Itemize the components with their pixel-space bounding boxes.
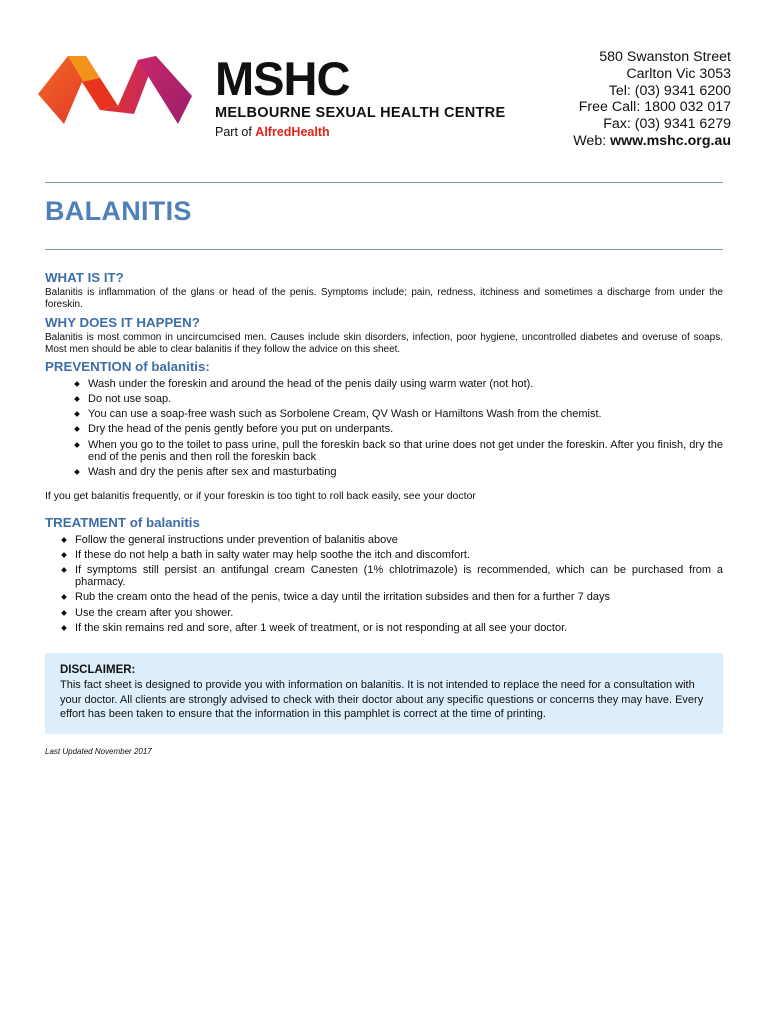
contact-tel: Tel: (03) 9341 6200	[608, 82, 731, 99]
alfred-health-name: AlfredHealth	[255, 125, 330, 139]
prevention-list	[45, 378, 723, 478]
list-item: Wash and dry the penis after sex and masturbating	[45, 466, 723, 479]
prevention-heading: PREVENTION of balanitis:	[45, 359, 210, 375]
brand-subtitle: MELBOURNE SEXUAL HEALTH CENTRE	[215, 105, 506, 121]
treatment-list	[45, 534, 723, 634]
list-item: Use the cream after you shower.	[45, 607, 723, 620]
list-item: Follow the general instructions under prevention of balanitis above	[45, 534, 723, 547]
brand-name: MSHC	[215, 52, 350, 105]
list-item: Rub the cream onto the head of the penis, twice a day until the irritation subsides and then for a further 7 days	[45, 591, 723, 604]
mshc-logo-icon	[38, 52, 194, 128]
list-item: Do not use soap.	[45, 393, 723, 406]
brand-block	[215, 52, 506, 139]
why-heading: WHY DOES IT HAPPEN?	[45, 314, 200, 330]
list-item: When you go to the toilet to pass urine, pull the foreskin back so that urine does not get under the foreskin. After you finish, dry the end of the penis and then roll the foreskin back	[45, 439, 723, 464]
why-text: Balanitis is most common in uncircumcised men. Causes include skin disorders, infection, poor hygiene, uncontrolled diabetes and overuse of soaps. Most men should be able to clear balanitis if they follow the advice on this sheet.	[45, 331, 723, 355]
title-divider	[45, 249, 723, 250]
contact-web: Web: www.mshc.org.au	[573, 132, 731, 149]
list-item: Dry the head of the penis gently before you put on underpants.	[45, 423, 723, 436]
list-item: Wash under the foreskin and around the head of the penis daily using warm water (not hot).	[45, 378, 723, 391]
list-item: If these do not help a bath in salty water may help soothe the itch and discomfort.	[45, 549, 723, 562]
contact-fax: Fax: (03) 9341 6279	[603, 116, 731, 133]
last-updated: Last Updated November 2017	[45, 747, 152, 756]
disclaimer-heading: DISCLAIMER:	[60, 664, 136, 676]
contact-details	[573, 49, 731, 150]
contact-suburb: Carlton Vic 3053	[626, 65, 731, 82]
disclaimer-text: This fact sheet is designed to provide you with information on balanitis. It is not intended to replace the need for a consultation with your doctor. All clients are strongly advised to check with their doctor about any specific questions or concerns they may have. Every effort has been taken to ensure that the information in this pamphlet is correct at the time of printing.	[60, 679, 704, 720]
contact-freecall: Free Call: 1800 032 017	[578, 99, 731, 116]
web-link[interactable]: www.mshc.org.au	[610, 132, 731, 149]
contact-address: 580 Swanston Street	[599, 49, 731, 65]
page-header	[0, 0, 768, 175]
top-divider	[45, 182, 723, 183]
list-item: If the skin remains red and sore, after 1 week of treatment, or is not responding at all see your doctor.	[45, 622, 723, 635]
disclaimer-box	[45, 653, 723, 734]
what-heading: WHAT IS IT?	[45, 270, 124, 285]
brand-part-of: Part of AlfredHealth	[215, 125, 330, 139]
treatment-heading: TREATMENT of balanitis	[45, 514, 200, 530]
list-item: You can use a soap-free wash such as Sorbolene Cream, QV Wash or Hamiltons Wash from the chemist.	[45, 408, 723, 421]
prevention-note: If you get balanitis frequently, or if your foreskin is too tight to roll back easily, see your doctor	[45, 489, 476, 502]
main-content	[45, 270, 723, 637]
page-title: BALANITIS	[45, 196, 192, 226]
what-text: Balanitis is inflammation of the glans or head of the penis. Symptoms include; pain, redness, itchiness and sometimes a discharge from under the foreskin.	[45, 287, 723, 311]
list-item: If symptoms still persist an antifungal cream Canesten (1% chlotrimazole) is recommended, which can be purchased from a pharmacy.	[45, 564, 723, 589]
